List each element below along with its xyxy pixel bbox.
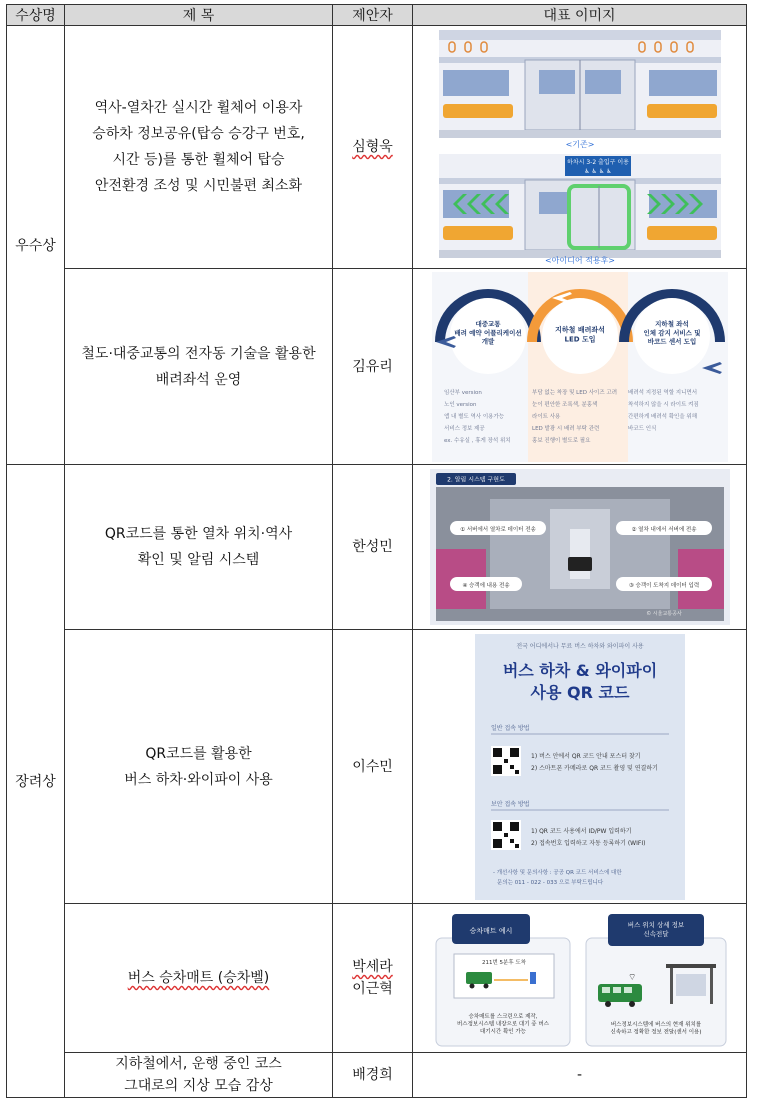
title-line: 배려좌석 운영 xyxy=(155,371,242,388)
list-item: 눈이 편안한 조록색, 분홍색 xyxy=(531,401,597,408)
title-line: 버스 하차·와이파이 사용 xyxy=(124,771,273,788)
position-info-line: 버스 위치 상세 정보 xyxy=(627,921,684,929)
title-line: 확인 및 알림 시스템 xyxy=(137,552,260,568)
awards-table xyxy=(6,4,747,1098)
row6-title xyxy=(65,1053,333,1098)
position-caption-line: 버스정보시스템에 버스의 현재 위치를 xyxy=(610,1022,701,1028)
bus-stop-icon xyxy=(530,972,536,984)
list-item: 부담 없는 착장 및 LED 사이즈 고려 xyxy=(531,389,617,396)
bus-mat-illustration xyxy=(430,908,730,1048)
diagram-credit: © 시울교통공사 xyxy=(645,611,682,617)
poster-section1: 일반 접속 방법 xyxy=(490,724,530,732)
poster-step: 2) 접속번호 입력하고 자동 등록하기 (WIFI) xyxy=(530,839,645,847)
row1-title xyxy=(65,26,333,269)
title-line: 그대로의 지상 모습 감상 xyxy=(124,1078,273,1094)
proposer-name: 배경희 xyxy=(352,1067,393,1083)
list-item: 배려석 지정된 역할 지니면서 xyxy=(627,389,697,396)
position-info-line: 신속전달 xyxy=(642,929,669,938)
award-excellence: 우수상 xyxy=(7,26,65,465)
header-image: 대표 이미지 xyxy=(413,5,747,26)
concept3-title-line: 지하철 좌석 xyxy=(654,319,689,328)
qr-code-icon xyxy=(491,820,521,850)
concept3-title-line: 바코드 센서 도입 xyxy=(647,337,696,346)
title-line: QR코드를 통한 열차 위치·역사 xyxy=(104,526,293,542)
poster-step: 1) QR 코드 사용에서 ID/PW 입력하기 xyxy=(530,827,632,835)
subway-door-illustration xyxy=(439,30,721,264)
poster-footer: - 개선사항 및 문의사항 : 공공 QR 코드 서비스에 대한 xyxy=(492,869,622,876)
title-line: 역사-열차간 실시간 휠체어 이용자 xyxy=(94,100,303,116)
row3-title xyxy=(65,465,333,630)
proposer-name: 이근혁 xyxy=(352,981,393,997)
list-item: 서비스 정보 제공 xyxy=(443,425,485,432)
title-line: 지하철에서, 운행 중인 코스 xyxy=(115,1056,282,1072)
proposer-name: 김유리 xyxy=(352,358,393,375)
row2-image xyxy=(413,269,747,465)
position-caption xyxy=(610,1020,701,1035)
exit-banner: 하차시 3-2 출입구 이용 xyxy=(566,159,629,166)
row6-image: - xyxy=(413,1053,747,1098)
title-line: QR코드를 활용한 xyxy=(145,745,252,762)
poster-title-2: 사용 QR 코드 xyxy=(530,682,629,702)
row2-proposer xyxy=(333,269,413,465)
list-item: LED 발광 시 배려 부탁 관련 xyxy=(531,425,599,432)
position-caption-line: 신속하고 정확한 정보 전달(센서 이용) xyxy=(610,1029,701,1036)
concept2-title-line: LED 도입 xyxy=(563,334,596,343)
list-item: 홍보 진행이 별도로 필요 xyxy=(531,437,590,444)
qr-code-icon xyxy=(491,746,521,776)
arrival-display: 211번 5분후 도착 xyxy=(481,960,526,966)
row5-title xyxy=(65,904,333,1053)
award-encouragement: 장려상 xyxy=(7,465,65,1098)
row1-image xyxy=(413,26,747,269)
row3-proposer xyxy=(333,465,413,630)
header-title: 제 목 xyxy=(65,5,333,26)
after-caption: <아이디어 적용후> xyxy=(544,256,615,264)
step1-label: ① 서버에서 열차로 데이터 전송 xyxy=(459,527,536,533)
poster-top: 전국 어디에서나 무료 버스 하차와 와이파이 사용 xyxy=(515,642,644,650)
proposer-name: 박세라 xyxy=(352,959,393,975)
poster-step: 2) 스마트폰 카메라로 QR 코드 촬영 및 연결하기 xyxy=(530,764,658,772)
concept2-title-line: 지하철 배려좌석 xyxy=(554,325,605,334)
before-caption: <기존> xyxy=(565,140,594,149)
step2-label: ② 열차 내에서 서버에 전송 xyxy=(630,527,697,533)
concept3-title-line: 인체 감지 서비스 및 xyxy=(642,328,701,337)
proposer-name: 이수민 xyxy=(352,758,393,775)
poster-footer: 문의는 011 - 022 - 033 으로 부탁드립니다 xyxy=(496,879,603,886)
poster-section2: 보안 접속 방법 xyxy=(490,800,530,808)
row6-proposer xyxy=(333,1053,413,1098)
mat-caption-line: 승차매트를 스크린으로 제작, xyxy=(467,1014,538,1020)
mat-caption-line: 대기시간 확인 가능 xyxy=(479,1028,526,1035)
row2-title xyxy=(65,269,333,465)
poster-step: 1) 버스 안에서 QR 코드 안내 포스터 찾기 xyxy=(530,752,641,760)
title-line: 버스 승차매트 (승차벨) xyxy=(127,970,270,986)
step4-label: ④ 승객에 내용 전송 xyxy=(461,583,510,589)
title-line: 승하차 정보공유(탑승 승강구 번호, xyxy=(92,126,305,142)
row5-image xyxy=(413,904,747,1053)
title-line: 철도·대중교통의 전자동 기술을 활용한 xyxy=(81,345,316,362)
mat-caption-line: 버스정보시스템 내장으로 대기 중 버스 xyxy=(456,1021,549,1028)
row4-title xyxy=(65,630,333,904)
mat-example-title: 승차매트 예시 xyxy=(469,927,512,935)
list-item: 바코드 인식 xyxy=(627,425,656,432)
row4-proposer xyxy=(333,630,413,904)
list-item: 노인 version xyxy=(443,401,477,408)
list-item: 임산부 version xyxy=(443,389,482,396)
row1-proposer xyxy=(333,26,413,269)
list-item: 간편하게 배려석 확인을 위해 xyxy=(627,413,697,420)
row5-proposer xyxy=(333,904,413,1053)
wifi-icon: ⌔ xyxy=(627,973,636,983)
header-proposer: 제안자 xyxy=(333,5,413,26)
title-line: 시간 등)를 통한 휠체어 탑승 xyxy=(112,152,285,168)
concept1-title-line: 개발 xyxy=(481,337,494,346)
qr-alert-system-diagram xyxy=(430,469,730,625)
row4-image xyxy=(413,630,747,904)
row3-image xyxy=(413,465,747,630)
list-item: 착석하지 않을 시 라이트 켜짐 xyxy=(627,401,699,408)
step3-label: ③ 승객이 도착지 데이터 입력 xyxy=(628,583,699,589)
diagram-tag: 2. 알림 시스템 구현도 xyxy=(446,476,505,484)
title-line: 안전환경 조성 및 시민불편 최소화 xyxy=(94,178,303,194)
proposer-name: 한성민 xyxy=(352,539,393,555)
qr-poster xyxy=(475,634,685,900)
poster-title-1: 버스 하차 & 와이파이 xyxy=(502,660,657,680)
seat-concept-infographic xyxy=(432,272,728,462)
concept1-title-line: 대중교통 xyxy=(474,319,501,328)
wheelchair-icons: ♿ ♿ ♿ ♿ xyxy=(583,168,612,175)
list-item: 앱 내 별도 역사 이용가능 xyxy=(443,413,504,420)
proposer-name: 심형욱 xyxy=(352,139,393,155)
concept1-title-line: 배려 예약 어플리케이션 xyxy=(453,328,522,337)
header-award: 수상명 xyxy=(7,5,65,26)
list-item: ex. 수유실 , 휴게 장석 위치 xyxy=(443,437,511,444)
list-item: 라이트 사용 xyxy=(531,413,560,420)
